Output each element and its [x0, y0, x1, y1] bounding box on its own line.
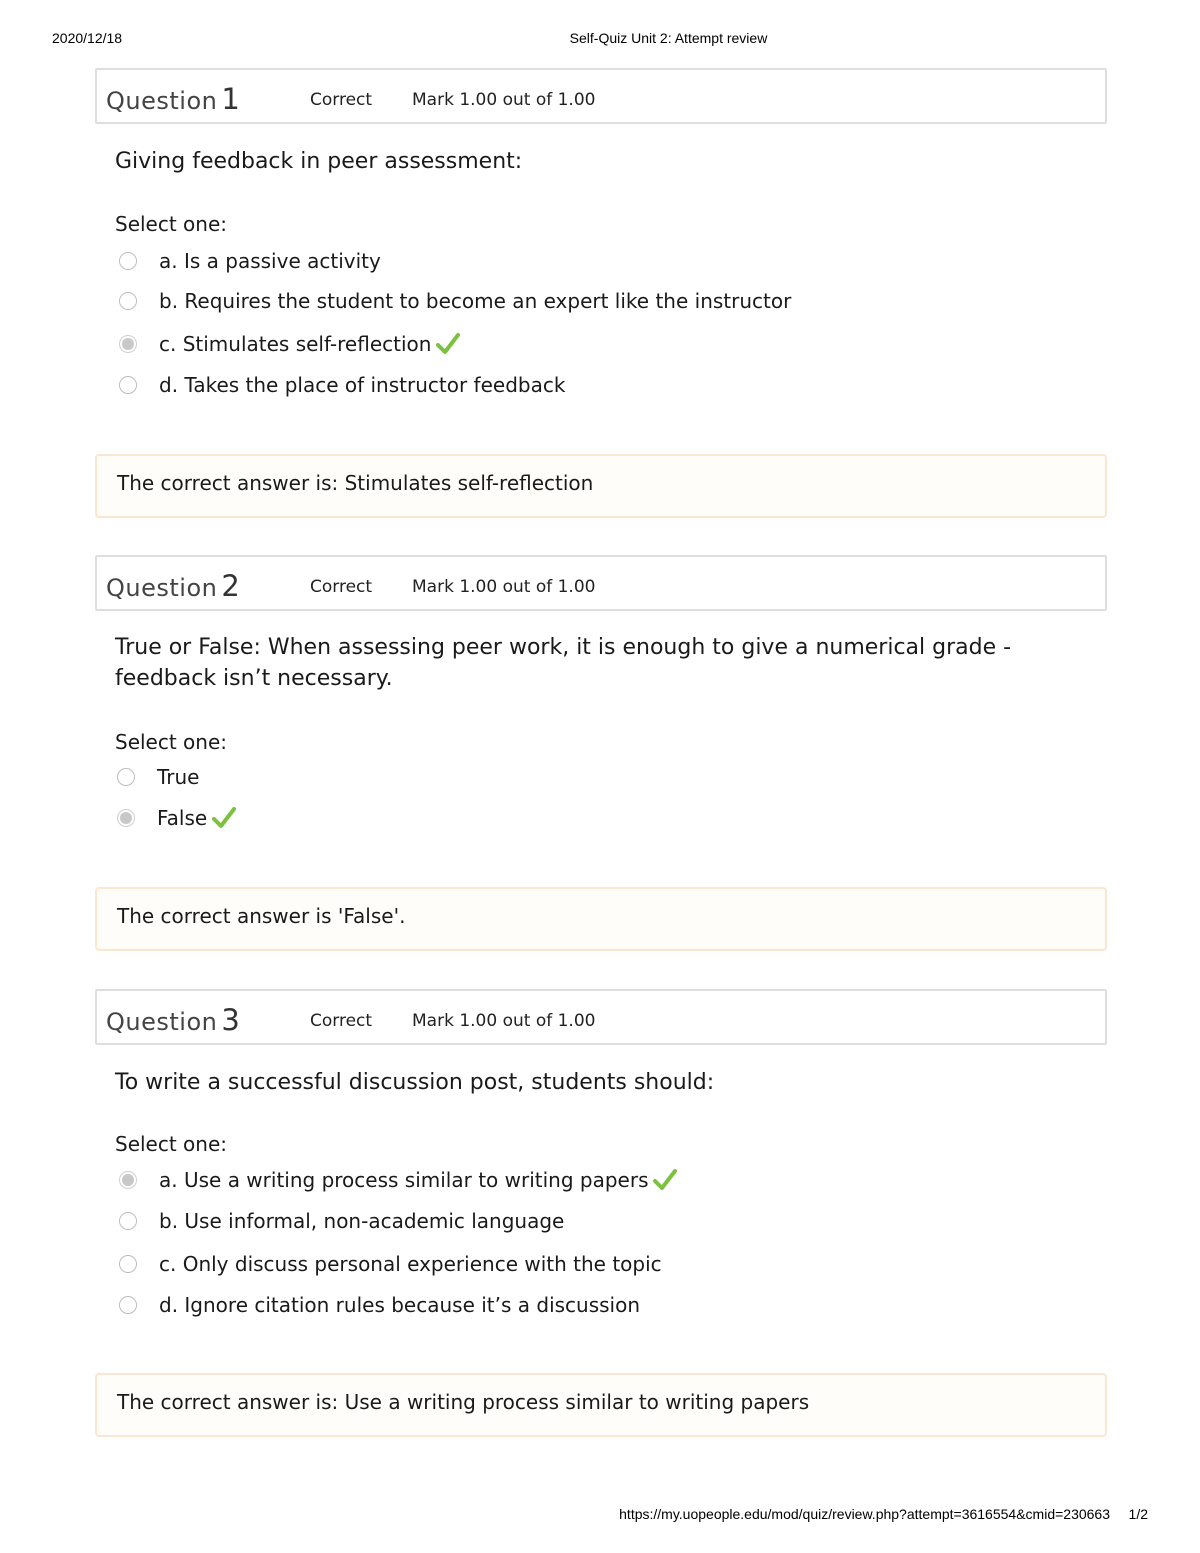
correct-check-icon: [652, 1167, 678, 1193]
feedback-text: The correct answer is: Use a writing process similar to writing papers: [117, 1390, 810, 1414]
answer-label: False: [157, 806, 208, 830]
question-number-label: Question 2: [106, 569, 241, 603]
feedback-text: The correct answer is 'False'.: [117, 904, 406, 928]
answer-label: b. Requires the student to become an expert like the instructor: [159, 289, 792, 313]
question-text: [115, 632, 1015, 694]
correct-answer-feedback: [95, 1373, 1107, 1437]
question-text-line: feedback isn’t necessary.: [115, 666, 393, 691]
radio-button[interactable]: [119, 1212, 137, 1230]
answer-label: True: [157, 765, 200, 789]
answer-label: c. Stimulates self-reflection: [159, 332, 432, 356]
question-info: [95, 989, 1107, 1045]
question-3: [95, 989, 1107, 1441]
question-state: Correct: [310, 577, 373, 597]
select-one-prompt: Select one:: [115, 730, 228, 754]
radio-button[interactable]: [119, 376, 137, 394]
question-number-label: Question 3: [106, 1003, 241, 1037]
print-page-number: 1/2: [1128, 1506, 1148, 1522]
answer-label: d. Ignore citation rules because it’s a discussion: [159, 1293, 641, 1317]
question-grade: Mark 1.00 out of 1.00: [412, 577, 596, 597]
answer-label: a. Use a writing process similar to writing papers: [159, 1168, 649, 1192]
correct-answer-feedback: [95, 887, 1107, 951]
answer-option-b[interactable]: [119, 1208, 564, 1234]
question-number-label: Question 1: [106, 82, 241, 116]
select-one-prompt: Select one:: [115, 1132, 228, 1156]
question-number: 2: [221, 569, 241, 603]
question-info: [95, 555, 1107, 611]
print-header: [0, 30, 1200, 50]
feedback-text: The correct answer is: Stimulates self-reflection: [117, 471, 594, 495]
question-1: [95, 68, 1107, 520]
answer-label: c. Only discuss personal experience with the topic: [159, 1252, 662, 1276]
radio-button-selected[interactable]: [117, 809, 135, 827]
radio-button[interactable]: [119, 292, 137, 310]
answer-option-b[interactable]: [119, 288, 791, 314]
answer-option-false[interactable]: [117, 805, 237, 831]
question-grade: Mark 1.00 out of 1.00: [412, 90, 596, 110]
select-one-prompt: Select one:: [115, 212, 228, 236]
radio-button-selected[interactable]: [119, 335, 137, 353]
answer-option-a[interactable]: [119, 1167, 678, 1193]
question-state: Correct: [310, 90, 373, 110]
print-url: https://my.uopeople.edu/mod/quiz/review.php?attempt=3616554&cmid=230663: [619, 1506, 1110, 1522]
answer-option-d[interactable]: [119, 1292, 640, 1318]
answer-option-d[interactable]: [119, 372, 565, 398]
radio-button-selected[interactable]: [119, 1171, 137, 1189]
correct-check-icon: [435, 331, 461, 357]
answer-label: d. Takes the place of instructor feedback: [159, 373, 566, 397]
question-text-line: True or False: When assessing peer work, it is enough to give a numerical grade -: [115, 635, 1012, 660]
answer-option-true[interactable]: [117, 764, 199, 790]
answer-option-c[interactable]: [119, 331, 461, 357]
answer-label: b. Use informal, non-academic language: [159, 1209, 565, 1233]
correct-check-icon: [211, 805, 237, 831]
radio-button[interactable]: [119, 1296, 137, 1314]
answer-option-a[interactable]: [119, 248, 381, 274]
question-grade: Mark 1.00 out of 1.00: [412, 1011, 596, 1031]
question-info: [95, 68, 1107, 124]
radio-button[interactable]: [119, 1255, 137, 1273]
question-number: 3: [221, 1003, 241, 1037]
question-state: Correct: [310, 1011, 373, 1031]
question-2: [95, 555, 1107, 955]
question-text: To write a successful discussion post, students should:: [115, 1070, 715, 1095]
answer-label: a. Is a passive activity: [159, 249, 381, 273]
correct-answer-feedback: [95, 454, 1107, 518]
print-date: 2020/12/18: [52, 30, 123, 46]
print-title: Self-Quiz Unit 2: Attempt review: [569, 30, 768, 46]
radio-button[interactable]: [117, 768, 135, 786]
question-text: Giving feedback in peer assessment:: [115, 149, 523, 174]
answer-option-c[interactable]: [119, 1251, 662, 1277]
question-number: 1: [221, 82, 241, 116]
radio-button[interactable]: [119, 252, 137, 270]
